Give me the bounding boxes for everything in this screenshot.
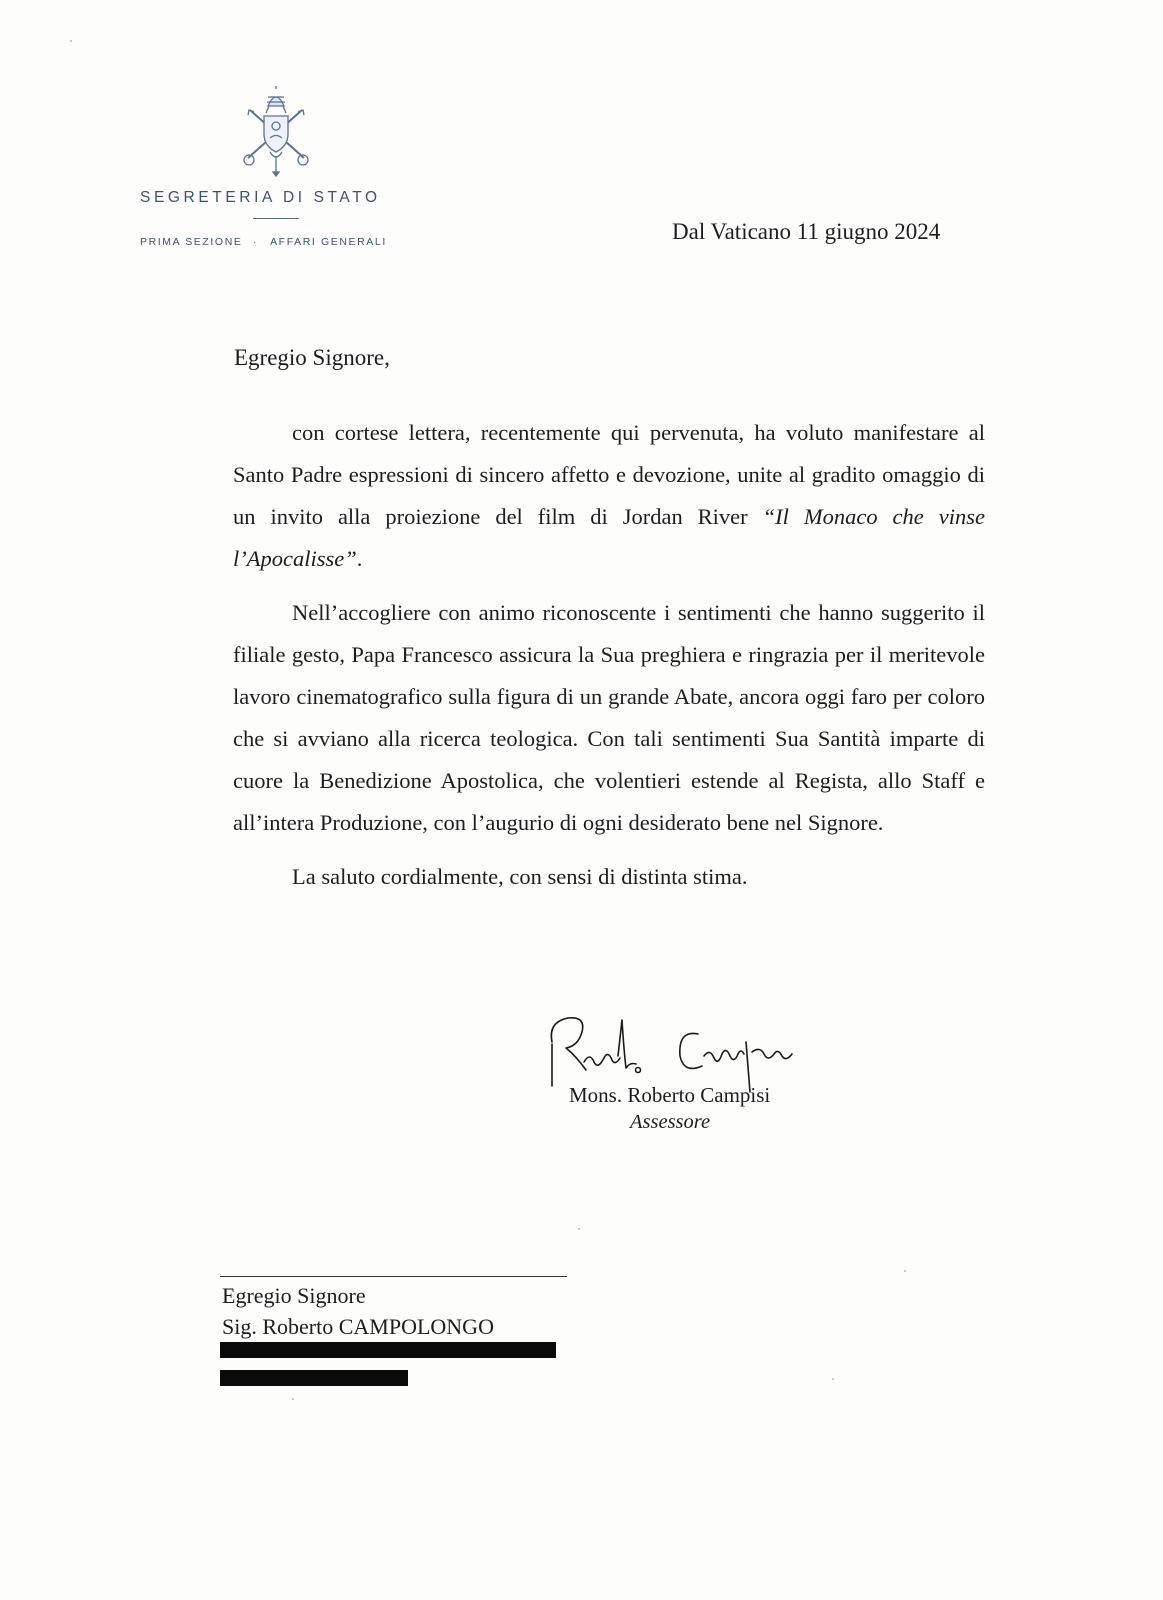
scan-speck — [832, 1378, 834, 1380]
letterhead-office — [140, 189, 420, 248]
redacted-address-line-2 — [220, 1370, 408, 1386]
paragraph-1-text: con cortese lettera, recentemente qui pervenuta, ha voluto manifestare al Santo Padre espressioni di sincero affetto e devozione, unite al gradito omaggio di un invito alla proiezione del film di Jordan River — [233, 420, 985, 529]
office-section — [140, 236, 387, 248]
letter-body — [233, 412, 985, 910]
paragraph-1-end: . — [356, 546, 363, 571]
section-left: PRIMA SEZIONE — [140, 236, 243, 248]
paragraph-1 — [233, 412, 985, 580]
letter-date: Dal Vaticano 11 giugno 2024 — [672, 219, 941, 244]
scan-speck — [70, 40, 72, 42]
office-divider — [253, 218, 299, 219]
scan-speck — [292, 1398, 294, 1400]
section-separator: · — [253, 236, 259, 248]
redacted-address-line-1 — [220, 1342, 556, 1358]
papal-crest-icon — [240, 86, 312, 178]
paragraph-2: Nell’accogliere con animo riconoscente i sentimenti che hanno suggerito il filiale gesto, Papa Francesco assicura la Sua preghiera e ringrazia per il meritevole lavoro cinematografico sulla figura di un grande Abate, ancora oggi faro per coloro che si avviano alla ricerca teologica. Con tali sentimenti Sua Santità imparte di cuore la Benedizione Apostolica, che volentieri estende al Regista, allo Staff e all’intera Produzione, con l’augurio di ogni desiderato bene nel Signore. — [233, 600, 985, 835]
film-title: “Il Monaco che vinse l’Apocalisse” — [233, 504, 985, 571]
salutation: Egregio Signore, — [234, 345, 390, 370]
recipient-block — [222, 1280, 494, 1342]
scan-speck — [578, 1228, 580, 1230]
recipient-divider — [220, 1276, 567, 1277]
office-name: SEGRETERIA DI STATO — [140, 189, 381, 206]
section-right: AFFARI GENERALI — [270, 236, 387, 248]
closing-line: La saluto cordialmente, con sensi di distinta stima. — [292, 864, 748, 889]
signatory-name: Mons. Roberto Campisi — [569, 1083, 771, 1107]
recipient-line-1: Egregio Signore — [222, 1283, 366, 1308]
scan-speck — [904, 1270, 906, 1272]
signatory-role: Assessore — [630, 1111, 711, 1133]
recipient-line-2: Sig. Roberto CAMPOLONGO — [222, 1314, 494, 1339]
